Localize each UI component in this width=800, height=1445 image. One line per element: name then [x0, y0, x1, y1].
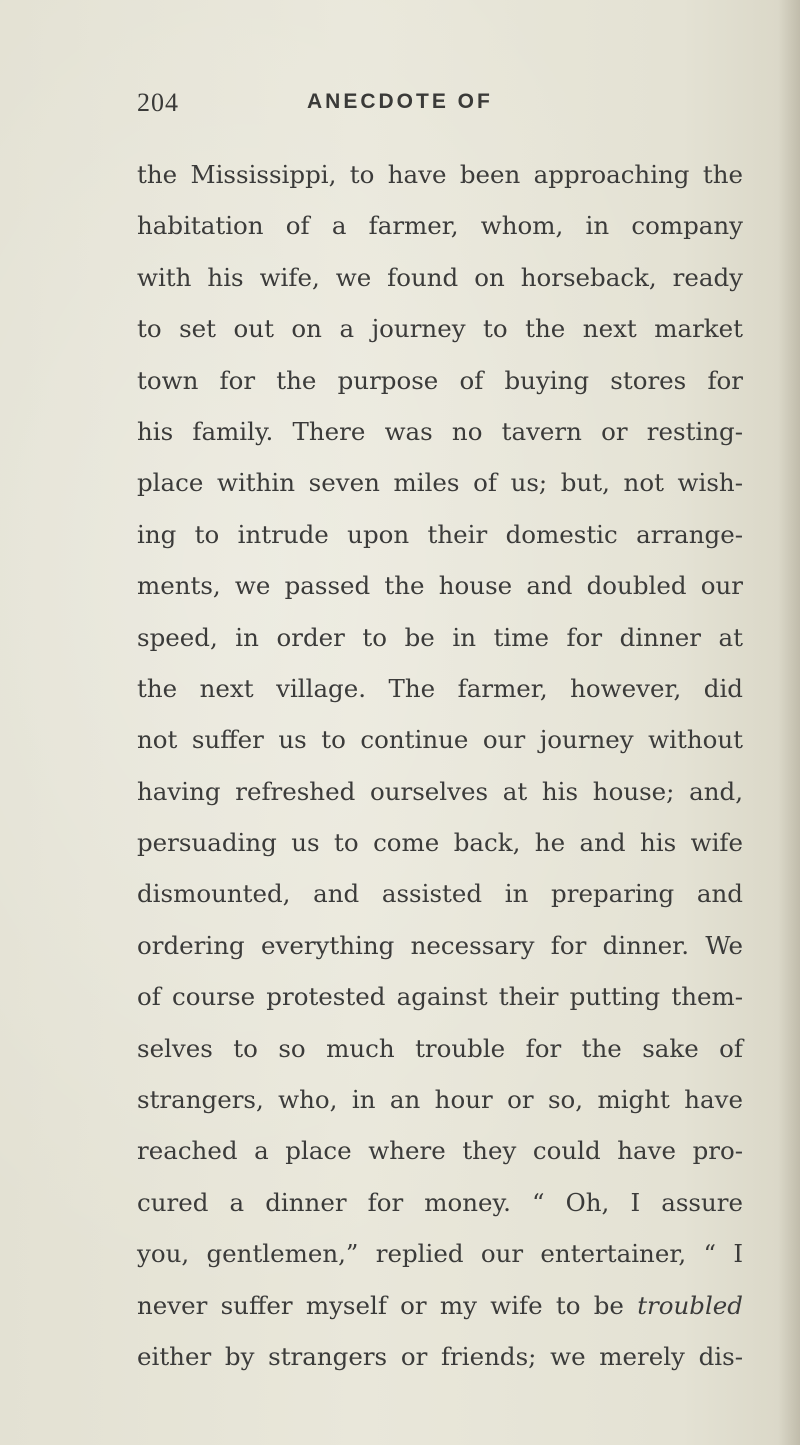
text-line: with his wife, we found on horseback, ready: [137, 262, 743, 292]
text-line: selves to so much trouble for the sake of: [137, 1033, 743, 1063]
text-line: not suffer us to continue our journey without: [137, 725, 743, 755]
text-line: having refreshed ourselves at his house; and,: [137, 776, 743, 806]
text-line-italic: [137, 1286, 743, 1337]
text-line: the next village. The farmer, however, did: [137, 673, 743, 703]
text-line: persuading us to come back, he and his wife: [137, 828, 743, 858]
text-line: place within seven miles of us; but, not wish-: [137, 468, 743, 498]
text-line: you, gentlemen,” replied our entertainer, “ I: [137, 1239, 743, 1269]
text-line: town for the purpose of buying stores for: [137, 365, 743, 395]
text-line: ing to intrude upon their domestic arrange-: [137, 519, 743, 549]
body-text: [137, 155, 743, 1388]
text-line: dismounted, and assisted in preparing and: [137, 879, 743, 909]
text-line: speed, in order to be in time for dinner at: [137, 622, 743, 652]
page-edge-shadow: [778, 0, 800, 1445]
text-line: of course protested against their putting them-: [137, 982, 743, 1012]
line-text: never suffer myself or my wife to be: [137, 1290, 624, 1320]
text-line: cured a dinner for money. “ Oh, I assure: [137, 1187, 743, 1217]
running-head: [137, 88, 747, 128]
running-title: ANECDOTE OF: [307, 90, 493, 113]
text-line: ments, we passed the house and doubled our: [137, 571, 743, 601]
text-line: reached a place where they could have pro-: [137, 1136, 743, 1166]
text-line: either by strangers or friends; we merely dis-: [137, 1341, 743, 1371]
text-line: his family. There was no tavern or resting-: [137, 416, 743, 446]
text-line: the Mississippi, to have been approaching the: [137, 160, 743, 189]
text-line: strangers, who, in an hour or so, might have: [137, 1085, 743, 1115]
page-number: 204: [137, 88, 179, 117]
text-line: to set out on a journey to the next market: [137, 314, 743, 344]
text-line: ordering everything necessary for dinner. We: [137, 930, 743, 960]
italic-word: troubled: [637, 1290, 743, 1320]
text-line: habitation of a farmer, whom, in company: [137, 211, 743, 241]
